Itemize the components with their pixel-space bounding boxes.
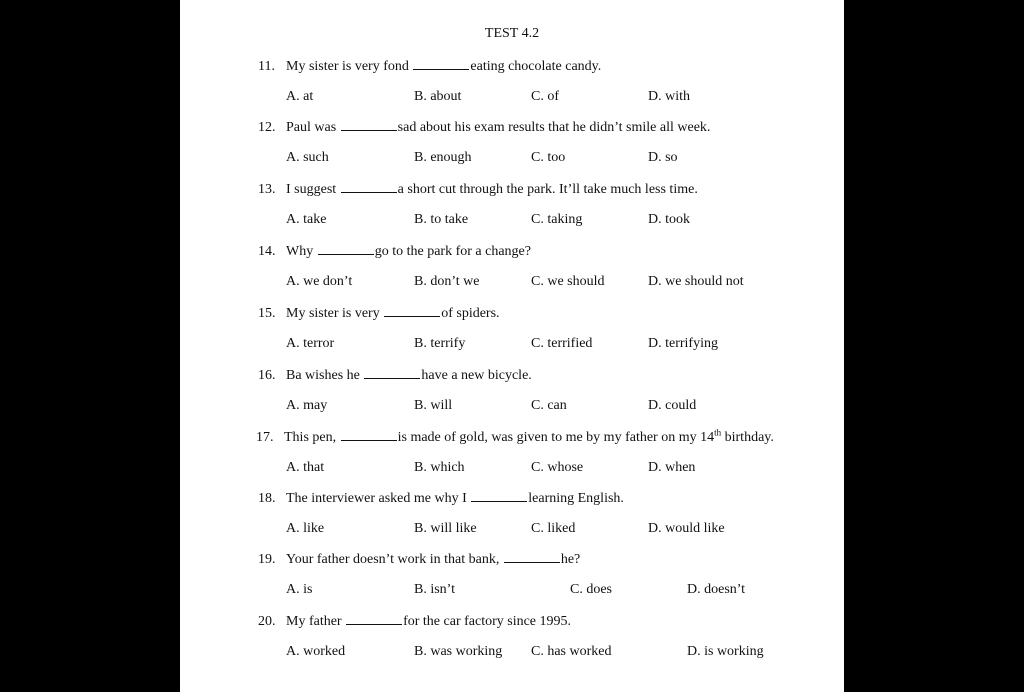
question-20: 20. My father for the car factory since 1995. <box>258 614 572 629</box>
option-c[interactable]: C. terrified <box>531 336 593 351</box>
test-title: TEST 4.2 <box>484 26 540 41</box>
option-c[interactable]: C. can <box>531 398 567 413</box>
option-b[interactable]: B. about <box>414 89 462 104</box>
option-a[interactable]: A. worked <box>286 644 346 659</box>
option-d[interactable]: D. would like <box>648 521 725 536</box>
option-d[interactable]: D. when <box>648 460 696 475</box>
option-a[interactable]: A. may <box>286 398 328 413</box>
answer-blank[interactable] <box>471 489 527 502</box>
option-a[interactable]: A. at <box>286 89 314 104</box>
question-19: 19. Your father doesn’t work in that bank, he? <box>258 552 581 567</box>
option-c[interactable]: C. we should <box>531 274 605 289</box>
option-c[interactable]: C. has worked <box>531 644 612 659</box>
option-b[interactable]: B. terrify <box>414 336 466 351</box>
option-a[interactable]: A. like <box>286 521 325 536</box>
option-d[interactable]: D. so <box>648 150 678 165</box>
option-c[interactable]: C. too <box>531 150 566 165</box>
question-11: 11. My sister is very fond eating chocolate candy. <box>258 59 602 74</box>
option-a[interactable]: A. is <box>286 582 313 597</box>
option-b[interactable]: B. isn’t <box>414 582 455 597</box>
option-c[interactable]: C. liked <box>531 521 576 536</box>
question-12: 12. Paul was sad about his exam results that he didn’t smile all week. <box>258 120 711 135</box>
option-b[interactable]: B. which <box>414 460 465 475</box>
option-c[interactable]: C. of <box>531 89 559 104</box>
option-d[interactable]: D. took <box>648 212 690 227</box>
option-a[interactable]: A. take <box>286 212 327 227</box>
option-b[interactable]: B. don’t we <box>414 274 480 289</box>
answer-blank[interactable] <box>504 550 560 563</box>
option-d[interactable]: D. is working <box>687 644 764 659</box>
question-16: 16. Ba wishes he have a new bicycle. <box>258 368 532 383</box>
option-a[interactable]: A. such <box>286 150 329 165</box>
option-d[interactable]: D. could <box>648 398 697 413</box>
question-14: 14. Why go to the park for a change? <box>258 244 531 259</box>
option-b[interactable]: B. will like <box>414 521 477 536</box>
answer-blank[interactable] <box>413 57 469 70</box>
answer-blank[interactable] <box>341 428 397 441</box>
option-c[interactable]: C. whose <box>531 460 584 475</box>
option-d[interactable]: D. we should not <box>648 274 744 289</box>
option-c[interactable]: C. does <box>570 582 612 597</box>
option-b[interactable]: B. was working <box>414 644 503 659</box>
option-a[interactable]: A. we don’t <box>286 274 353 289</box>
option-b[interactable]: B. will <box>414 398 453 413</box>
option-d[interactable]: D. doesn’t <box>687 582 746 597</box>
answer-blank[interactable] <box>318 242 374 255</box>
question-13: 13. I suggest a short cut through the park. It’ll take much less time. <box>258 182 698 197</box>
question-15: 15. My sister is very of spiders. <box>258 306 500 321</box>
option-b[interactable]: B. to take <box>414 212 469 227</box>
question-17: 17. This pen, is made of gold, was given to me by my father on my 14th birthday. <box>256 427 774 445</box>
answer-blank[interactable] <box>341 180 397 193</box>
answer-blank[interactable] <box>364 366 420 379</box>
question-18: 18. The interviewer asked me why I learning English. <box>258 491 624 506</box>
option-c[interactable]: C. taking <box>531 212 583 227</box>
option-d[interactable]: D. terrifying <box>648 336 718 351</box>
answer-blank[interactable] <box>346 612 402 625</box>
worksheet-page <box>180 0 844 692</box>
option-a[interactable]: A. that <box>286 460 325 475</box>
option-d[interactable]: D. with <box>648 89 690 104</box>
answer-blank[interactable] <box>384 304 440 317</box>
answer-blank[interactable] <box>341 118 397 131</box>
option-a[interactable]: A. terror <box>286 336 335 351</box>
option-b[interactable]: B. enough <box>414 150 472 165</box>
